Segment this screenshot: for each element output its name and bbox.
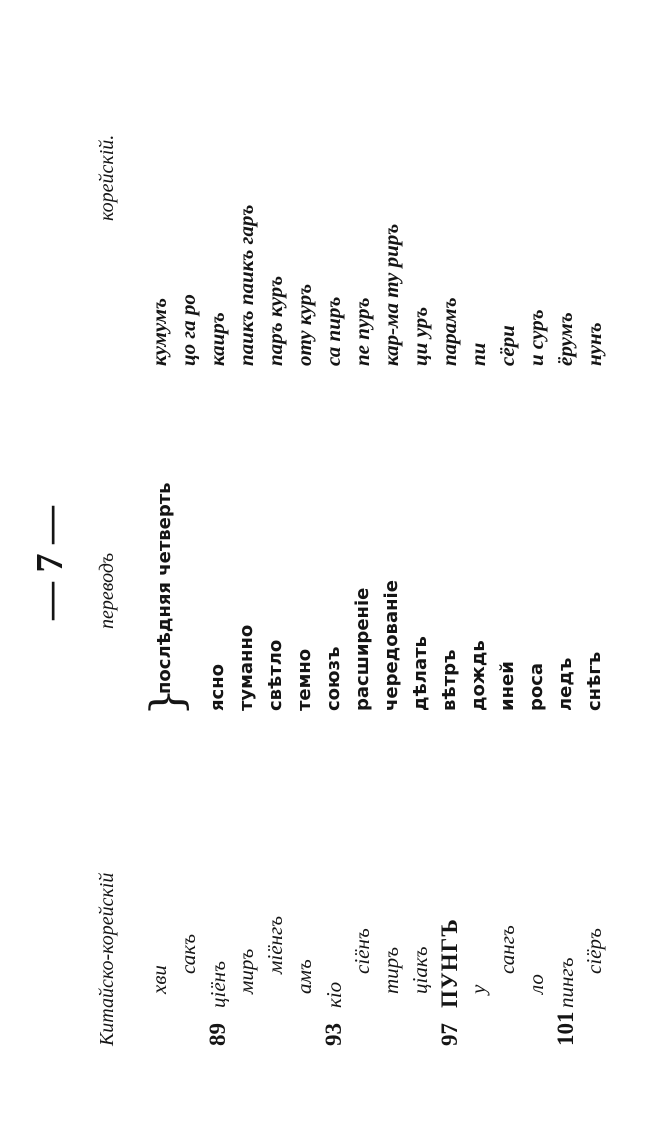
entry-row bbox=[551, 916, 580, 1046]
translation-word: иней bbox=[497, 661, 518, 711]
entry-row bbox=[290, 916, 319, 1046]
korean-word: нунъ bbox=[582, 322, 606, 366]
translation-word: дождь bbox=[468, 640, 489, 711]
page-number: — 7 — bbox=[29, 506, 71, 620]
entry-number: 93 bbox=[321, 1023, 346, 1046]
entry-row bbox=[377, 916, 406, 1046]
chinese-korean-word: сангъ bbox=[495, 925, 519, 974]
chinese-korean-word: амъ bbox=[292, 959, 316, 994]
column-chinese-korean bbox=[145, 916, 609, 1046]
translation-word: туманно bbox=[236, 624, 257, 711]
translation-word: ледъ bbox=[555, 657, 576, 711]
entry-row bbox=[464, 916, 493, 1046]
translation-word: чередованіе bbox=[381, 580, 402, 711]
korean-word: сёри bbox=[495, 325, 519, 366]
korean-word: ци уръ bbox=[408, 306, 432, 366]
entry-row bbox=[580, 916, 609, 1046]
korean-word: паръ куръ bbox=[263, 275, 287, 366]
korean-word: ёрумъ bbox=[553, 312, 577, 366]
entry-number: 89 bbox=[205, 1023, 230, 1046]
translation-word: расширеніе bbox=[352, 587, 373, 711]
korean-word: и суръ bbox=[524, 309, 548, 366]
chinese-korean-word: сiёнъ bbox=[350, 928, 374, 974]
entry-row bbox=[174, 916, 203, 1046]
entry-row bbox=[145, 916, 174, 1046]
korean-word: пи bbox=[466, 342, 490, 366]
chinese-korean-word: цiакъ bbox=[408, 946, 432, 994]
entry-row bbox=[522, 916, 551, 1046]
entry-number: 101 bbox=[553, 1011, 578, 1046]
korean-word: цо га ро bbox=[176, 294, 200, 366]
chinese-korean-word: тиръ bbox=[379, 946, 403, 994]
entry-row bbox=[493, 916, 522, 1046]
chinese-korean-word: сакъ bbox=[176, 933, 200, 974]
korean-word: оту куръ bbox=[292, 283, 316, 366]
korean-word: кар-ма ту риръ bbox=[379, 223, 403, 366]
chinese-korean-word: цiёнъ bbox=[206, 961, 230, 1008]
chinese-korean-word: миръ bbox=[234, 948, 258, 994]
chinese-korean-word: ло bbox=[524, 974, 548, 994]
brace-translation: послѣдняя четверть bbox=[154, 482, 175, 694]
header-chinese-korean: Китайско-корейскій bbox=[96, 872, 118, 1046]
column-korean bbox=[145, 205, 609, 366]
korean-word: парамъ bbox=[437, 297, 461, 366]
entry-row bbox=[348, 916, 377, 1046]
korean-word: кумумъ bbox=[147, 297, 171, 366]
translation-word: роса bbox=[526, 662, 547, 711]
chinese-korean-word: у bbox=[466, 984, 490, 994]
translation-word: снѣгъ bbox=[584, 651, 605, 711]
entry-row bbox=[232, 916, 261, 1046]
entry-row bbox=[435, 916, 464, 1046]
korean-word: паикъ паикъ гаръ bbox=[234, 204, 258, 366]
brace-mark: } bbox=[142, 688, 193, 716]
korean-word: са пиръ bbox=[321, 296, 345, 366]
translation-word: темно bbox=[294, 648, 315, 711]
column-translation bbox=[145, 580, 609, 711]
chinese-korean-word: хви bbox=[147, 965, 171, 994]
chinese-korean-word: кiо bbox=[322, 981, 346, 1008]
korean-word: пе пуръ bbox=[350, 297, 374, 366]
entry-row bbox=[406, 916, 435, 1046]
header-korean: корейскій. bbox=[96, 134, 118, 221]
entry-row bbox=[319, 916, 348, 1046]
translation-word: свѣтло bbox=[265, 639, 286, 711]
chinese-korean-word: ПУНГЪ bbox=[437, 918, 462, 1008]
entry-row bbox=[203, 916, 232, 1046]
chinese-korean-word: пингъ bbox=[554, 957, 578, 1008]
entry-number: 97 bbox=[437, 1023, 462, 1046]
translation-word: вѣтръ bbox=[439, 649, 460, 711]
translation-word: дѣлать bbox=[410, 636, 431, 711]
korean-word: каиръ bbox=[205, 312, 229, 366]
chinese-korean-word: мiёнгъ bbox=[263, 915, 287, 974]
translation-word: ясно bbox=[207, 663, 228, 711]
header-translation: переводъ bbox=[96, 552, 118, 629]
entry-row bbox=[261, 916, 290, 1046]
chinese-korean-word: сiёръ bbox=[582, 928, 606, 974]
translation-word: союзъ bbox=[323, 646, 344, 711]
